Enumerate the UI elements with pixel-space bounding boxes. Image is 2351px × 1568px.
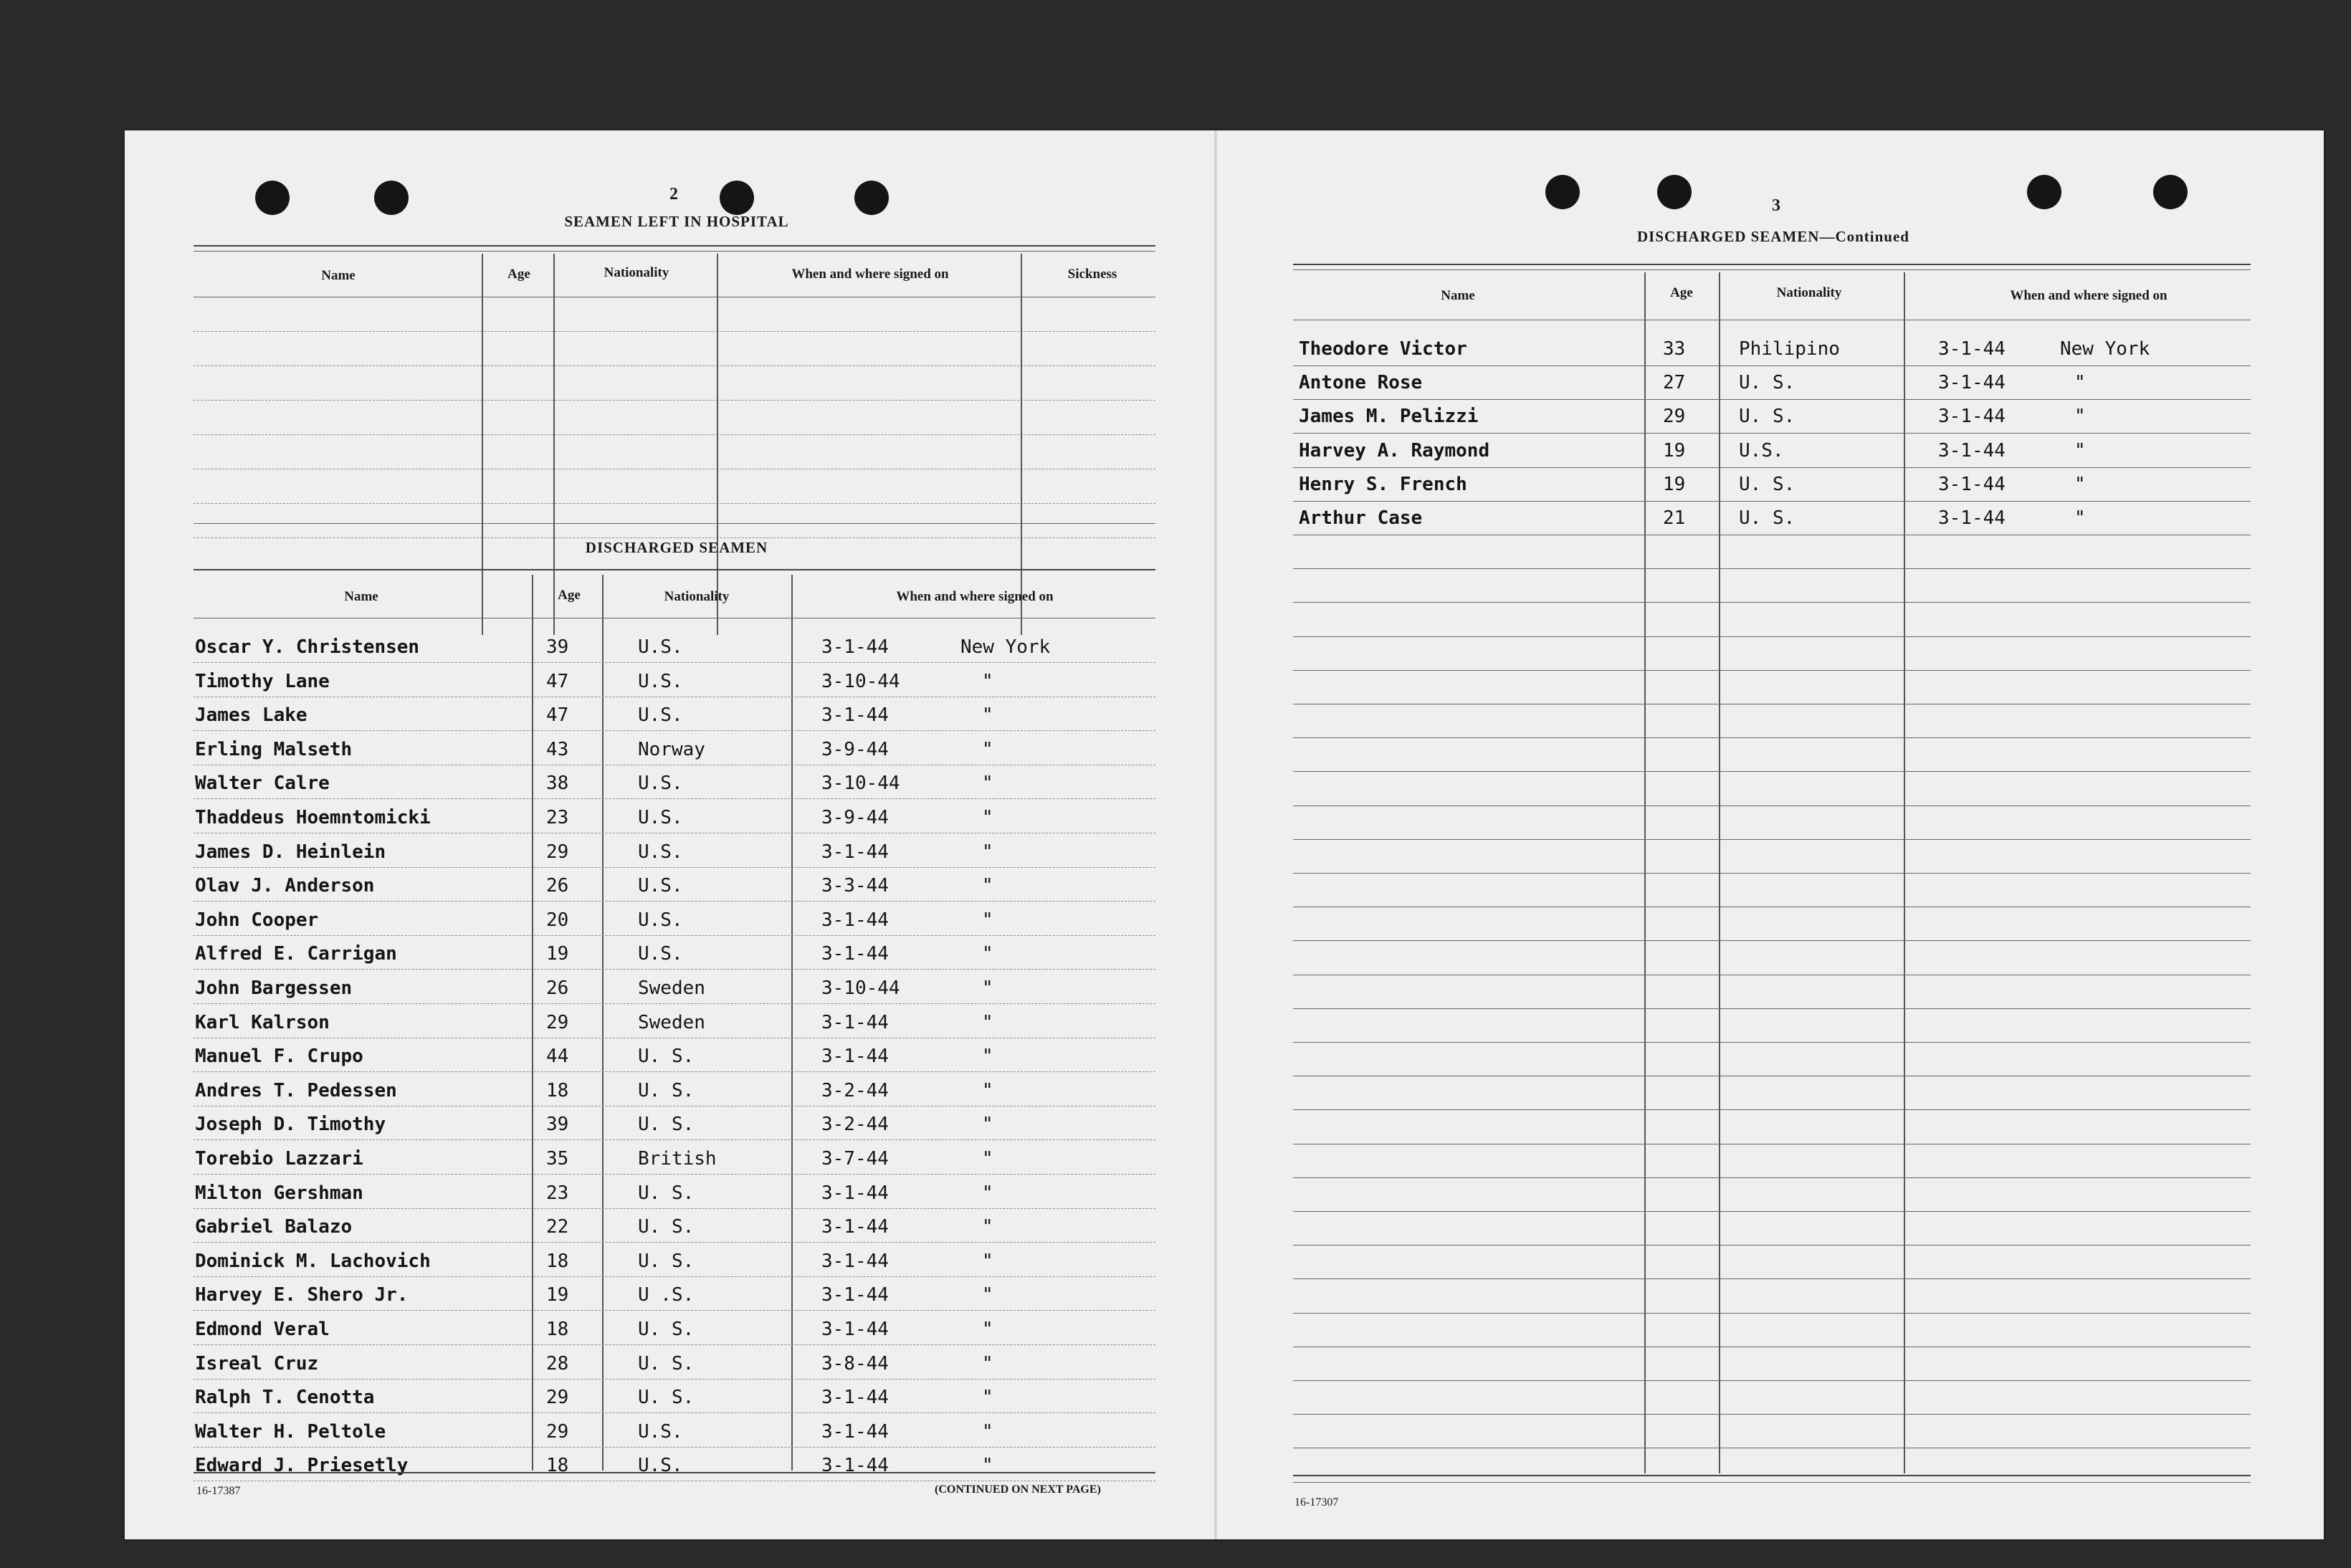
signed-on-place: " — [982, 1080, 993, 1101]
blank-row-line — [194, 331, 1155, 332]
signed-on-date: 3-1-44 — [821, 1251, 889, 1272]
seaman-name: Harvey E. Shero Jr. — [195, 1284, 409, 1306]
seaman-age: 19 — [546, 943, 569, 965]
table-row-line — [1293, 636, 2251, 637]
table-row-line — [194, 1310, 1155, 1311]
seaman-age: 18 — [546, 1455, 569, 1476]
table-row-line — [194, 1139, 1155, 1140]
seaman-name: Walter H. Peltole — [195, 1421, 386, 1443]
table-row-line — [1293, 1414, 2251, 1415]
signed-on-date: 3-1-44 — [821, 1182, 889, 1204]
seaman-nationality: U.S. — [638, 636, 683, 658]
seaman-nationality: U.S. — [638, 773, 683, 794]
signed-on-place: " — [982, 1284, 993, 1306]
table-row-line — [194, 1174, 1155, 1175]
seaman-name: Ralph T. Cenotta — [195, 1387, 375, 1408]
seaman-age: 43 — [546, 739, 569, 760]
seaman-nationality: U.S. — [638, 671, 683, 692]
signed-on-place: " — [982, 1319, 993, 1340]
seaman-nationality: U. S. — [638, 1319, 695, 1340]
seaman-name: Erling Malseth — [195, 739, 353, 760]
signed-on-place: " — [982, 1012, 993, 1033]
blank-row-line — [194, 537, 1155, 538]
hospital-col-age: Age — [507, 267, 530, 282]
table-row-line — [1293, 399, 2251, 400]
seaman-name: James M. Pelizzi — [1299, 406, 1479, 427]
table-row-line — [1293, 602, 2251, 603]
seaman-age: 19 — [546, 1284, 569, 1306]
table-row-line — [1293, 433, 2251, 434]
table-row-line — [194, 1344, 1155, 1345]
table-row-line — [194, 1071, 1155, 1072]
seaman-name: John Cooper — [195, 909, 319, 931]
continued-note: (CONTINUED ON NEXT PAGE) — [935, 1483, 1101, 1496]
seaman-age: 38 — [546, 773, 569, 794]
table-row-line — [194, 867, 1155, 868]
seaman-name: Dominick M. Lachovich — [195, 1251, 431, 1272]
column-divider — [602, 575, 604, 1471]
seaman-age: 47 — [546, 704, 569, 726]
seaman-name: Henry S. French — [1299, 474, 1467, 495]
signed-on-place: " — [982, 909, 993, 931]
seaman-age: 44 — [546, 1046, 569, 1067]
table-row-line — [194, 1447, 1155, 1448]
discharged-col-age: Age — [558, 588, 581, 603]
signed-on-date: 3-10-44 — [821, 671, 900, 692]
seaman-name: James D. Heinlein — [195, 841, 386, 863]
signed-on-place: " — [982, 875, 993, 897]
seaman-nationality: U.S. — [638, 841, 683, 863]
continued-col-name: Name — [1441, 288, 1475, 303]
seaman-nationality: U.S. — [638, 909, 683, 931]
signed-on-date: 3-1-44 — [1938, 338, 2006, 360]
page-number: 3 — [1772, 196, 1780, 215]
table-row-line — [1293, 737, 2251, 738]
section-rule — [194, 1472, 1155, 1473]
seaman-name: Arthur Case — [1299, 507, 1423, 529]
table-row-line — [194, 1003, 1155, 1004]
seaman-name: Andres T. Pedessen — [195, 1080, 397, 1101]
seaman-nationality: U.S. — [638, 1455, 683, 1476]
seaman-age: 26 — [546, 977, 569, 999]
seaman-age: 29 — [546, 841, 569, 863]
seaman-name: Edmond Veral — [195, 1319, 330, 1340]
seaman-age: 29 — [546, 1012, 569, 1033]
hospital-col-sickness: Sickness — [1067, 267, 1117, 282]
signed-on-place: " — [982, 1114, 993, 1135]
table-row-line — [1293, 1177, 2251, 1178]
seaman-nationality: U. S. — [1739, 406, 1796, 427]
table-row-line — [194, 1242, 1155, 1243]
form-number: 16-17307 — [1294, 1496, 1339, 1509]
table-row-line — [194, 798, 1155, 799]
signed-on-place: " — [982, 1387, 993, 1408]
signed-on-place: " — [2074, 507, 2086, 529]
column-divider — [1021, 254, 1022, 635]
seaman-nationality: U. S. — [638, 1046, 695, 1067]
table-row-line — [1293, 1278, 2251, 1279]
seaman-age: 28 — [546, 1353, 569, 1375]
blank-row-line — [194, 503, 1155, 504]
discharged-col-when-where: When and where signed on — [896, 589, 1054, 604]
seaman-nationality: U. S. — [1739, 507, 1796, 529]
table-row-line — [1293, 805, 2251, 806]
seaman-name: Karl Kalrson — [195, 1012, 330, 1033]
seaman-name: Oscar Y. Christensen — [195, 636, 420, 658]
signed-on-date: 3-10-44 — [821, 977, 900, 999]
signed-on-place: " — [982, 1251, 993, 1272]
seaman-nationality: British — [638, 1148, 717, 1170]
blank-row-line — [194, 434, 1155, 435]
signed-on-date: 3-1-44 — [821, 1046, 889, 1067]
signed-on-date: 3-10-44 — [821, 773, 900, 794]
signed-on-date: 3-2-44 — [821, 1114, 889, 1135]
seaman-name: Olav J. Anderson — [195, 875, 375, 897]
header-rule — [194, 523, 1155, 524]
table-row-line — [194, 969, 1155, 970]
signed-on-date: 3-9-44 — [821, 739, 889, 760]
hospital-col-when-where: When and where signed on — [791, 267, 949, 282]
seaman-name: James Lake — [195, 704, 307, 726]
signed-on-date: 3-8-44 — [821, 1353, 889, 1375]
continued-col-when-where: When and where signed on — [2010, 288, 2168, 303]
seaman-age: 33 — [1663, 338, 1686, 360]
seaman-name: Timothy Lane — [195, 671, 330, 692]
signed-on-date: 3-9-44 — [821, 807, 889, 828]
seaman-age: 22 — [546, 1216, 569, 1238]
seaman-nationality: U.S. — [638, 1421, 683, 1443]
seaman-nationality: U. S. — [638, 1080, 695, 1101]
signed-on-place: " — [982, 1353, 993, 1375]
signed-on-place: " — [982, 1421, 993, 1443]
seaman-nationality: U. S. — [638, 1251, 695, 1272]
column-divider — [482, 254, 483, 635]
signed-on-place: " — [982, 773, 993, 794]
discharged-col-nationality: Nationality — [664, 589, 730, 604]
seaman-nationality: U.S. — [1739, 440, 1784, 462]
signed-on-date: 3-2-44 — [821, 1080, 889, 1101]
seaman-name: Walter Calre — [195, 773, 330, 794]
seaman-age: 27 — [1663, 372, 1686, 393]
seaman-name: Torebio Lazzari — [195, 1148, 363, 1170]
signed-on-date: 3-1-44 — [1938, 507, 2006, 529]
section-rule — [1293, 1475, 2251, 1476]
table-row-line — [1293, 670, 2251, 671]
signed-on-date: 3-1-44 — [821, 1012, 889, 1033]
table-row-line — [1293, 1109, 2251, 1110]
seaman-nationality: U. S. — [638, 1387, 695, 1408]
seaman-nationality: U. S. — [1739, 474, 1796, 495]
seaman-name: Edward J. Priesetly — [195, 1455, 409, 1476]
table-row-line — [194, 1379, 1155, 1380]
signed-on-date: 3-1-44 — [821, 841, 889, 863]
signed-on-place: " — [982, 739, 993, 760]
signed-on-place: " — [982, 1148, 993, 1170]
blank-row-line — [194, 365, 1155, 366]
table-row-line — [1293, 1482, 2251, 1483]
seaman-nationality: U .S. — [638, 1284, 695, 1306]
signed-on-date: 3-7-44 — [821, 1148, 889, 1170]
seaman-nationality: U. S. — [638, 1353, 695, 1375]
table-row-line — [194, 730, 1155, 731]
signed-on-date: 3-1-44 — [821, 943, 889, 965]
seaman-nationality: U.S. — [638, 943, 683, 965]
seaman-age: 47 — [546, 671, 569, 692]
table-row-line — [194, 662, 1155, 663]
seaman-age: 26 — [546, 875, 569, 897]
seaman-name: Alfred E. Carrigan — [195, 943, 397, 965]
seaman-age: 39 — [546, 1114, 569, 1135]
signed-on-date: 3-1-44 — [821, 1284, 889, 1306]
table-row-line — [1293, 467, 2251, 468]
seaman-name: Harvey A. Raymond — [1299, 440, 1490, 462]
seaman-nationality: Norway — [638, 739, 705, 760]
seaman-name: Isreal Cruz — [195, 1353, 319, 1375]
signed-on-place: " — [2074, 474, 2086, 495]
section-rule — [1293, 269, 2251, 270]
seaman-age: 23 — [546, 807, 569, 828]
seaman-age: 21 — [1663, 507, 1686, 529]
seaman-nationality: U. S. — [638, 1216, 695, 1238]
seaman-age: 29 — [546, 1387, 569, 1408]
hospital-section-title: SEAMEN LEFT IN HOSPITAL — [564, 213, 789, 230]
seaman-name: Antone Rose — [1299, 372, 1423, 393]
discharged-section-title: DISCHARGED SEAMEN — [585, 539, 768, 556]
table-row-line — [1293, 365, 2251, 366]
signed-on-place: " — [2074, 406, 2086, 427]
signed-on-place: " — [2074, 372, 2086, 393]
table-row-line — [1293, 1042, 2251, 1043]
seaman-name: Manuel F. Crupo — [195, 1046, 363, 1067]
page-number: 2 — [669, 185, 678, 204]
left-page — [125, 130, 1214, 1539]
seaman-nationality: Sweden — [638, 1012, 705, 1033]
signed-on-date: 3-1-44 — [1938, 406, 2006, 427]
signed-on-place: " — [2074, 440, 2086, 462]
discharged-continued-title: DISCHARGED SEAMEN—Continued — [1637, 228, 1909, 245]
continued-col-nationality: Nationality — [1776, 285, 1842, 300]
seaman-age: 29 — [546, 1421, 569, 1443]
form-number: 16-17387 — [196, 1485, 241, 1497]
section-rule — [1293, 264, 2251, 265]
signed-on-place: " — [982, 1046, 993, 1067]
section-rule — [194, 569, 1155, 570]
column-divider — [717, 254, 718, 635]
seaman-nationality: U.S. — [638, 807, 683, 828]
seaman-nationality: U. S. — [638, 1114, 695, 1135]
seaman-age: 19 — [1663, 440, 1686, 462]
table-row-line — [1293, 1313, 2251, 1314]
hospital-col-name: Name — [321, 268, 356, 283]
continued-col-age: Age — [1670, 285, 1693, 300]
seaman-name: John Bargessen — [195, 977, 353, 999]
seaman-nationality: Philipino — [1739, 338, 1840, 360]
signed-on-place: " — [982, 1182, 993, 1204]
hospital-col-nationality: Nationality — [604, 265, 669, 280]
seaman-age: 18 — [546, 1319, 569, 1340]
signed-on-place: " — [982, 943, 993, 965]
table-row-line — [194, 1412, 1155, 1413]
table-row-line — [194, 935, 1155, 936]
seaman-age: 18 — [546, 1251, 569, 1272]
signed-on-date: 3-1-44 — [1938, 372, 2006, 393]
signed-on-date: 3-1-44 — [821, 1421, 889, 1443]
signed-on-place: " — [982, 807, 993, 828]
blank-row-line — [194, 400, 1155, 401]
column-divider — [532, 575, 533, 1471]
seaman-age: 23 — [546, 1182, 569, 1204]
table-row-line — [1293, 1245, 2251, 1246]
signed-on-date: 3-1-44 — [821, 909, 889, 931]
table-row-line — [1293, 873, 2251, 874]
table-row-line — [1293, 1211, 2251, 1212]
seaman-nationality: U. S. — [1739, 372, 1796, 393]
signed-on-date: 3-1-44 — [1938, 440, 2006, 462]
seaman-age: 29 — [1663, 406, 1686, 427]
seaman-age: 35 — [546, 1148, 569, 1170]
signed-on-date: 3-1-44 — [821, 636, 889, 658]
signed-on-date: 3-1-44 — [1938, 474, 2006, 495]
table-row-line — [194, 1276, 1155, 1277]
table-row-line — [194, 1208, 1155, 1209]
seaman-nationality: U. S. — [638, 1182, 695, 1204]
signed-on-date: 3-1-44 — [821, 1216, 889, 1238]
signed-on-place: " — [982, 1455, 993, 1476]
signed-on-place: " — [982, 1216, 993, 1238]
seaman-age: 19 — [1663, 474, 1686, 495]
seaman-name: Joseph D. Timothy — [195, 1114, 386, 1135]
signed-on-date: 3-3-44 — [821, 875, 889, 897]
table-row-line — [1293, 839, 2251, 840]
table-row-line — [1293, 771, 2251, 772]
table-row-line — [1293, 1380, 2251, 1381]
seaman-name: Thaddeus Hoemntomicki — [195, 807, 431, 828]
seaman-name: Theodore Victor — [1299, 338, 1467, 360]
column-divider — [791, 575, 793, 1471]
seaman-nationality: Sweden — [638, 977, 705, 999]
signed-on-date: 3-1-44 — [821, 1387, 889, 1408]
signed-on-place: " — [982, 841, 993, 863]
signed-on-place: New York — [960, 636, 1051, 658]
table-row-line — [1293, 568, 2251, 569]
signed-on-date: 3-1-44 — [821, 1455, 889, 1476]
table-row-line — [1293, 1008, 2251, 1009]
column-divider — [553, 254, 555, 635]
signed-on-place: New York — [2060, 338, 2150, 360]
right-page — [1217, 130, 2324, 1539]
discharged-col-name: Name — [344, 589, 378, 604]
section-rule — [194, 251, 1155, 252]
seaman-nationality: U.S. — [638, 875, 683, 897]
signed-on-date: 3-1-44 — [821, 704, 889, 726]
seaman-name: Milton Gershman — [195, 1182, 363, 1204]
seaman-age: 18 — [546, 1080, 569, 1101]
seaman-age: 39 — [546, 636, 569, 658]
signed-on-place: " — [982, 671, 993, 692]
signed-on-place: " — [982, 977, 993, 999]
table-row-line — [1293, 501, 2251, 502]
table-row-line — [194, 901, 1155, 902]
seaman-name: Gabriel Balazo — [195, 1216, 353, 1238]
section-rule — [194, 245, 1155, 247]
signed-on-date: 3-1-44 — [821, 1319, 889, 1340]
signed-on-place: " — [982, 704, 993, 726]
seaman-age: 20 — [546, 909, 569, 931]
table-row-line — [1293, 940, 2251, 941]
seaman-nationality: U.S. — [638, 704, 683, 726]
record-sheet — [125, 130, 2324, 1539]
